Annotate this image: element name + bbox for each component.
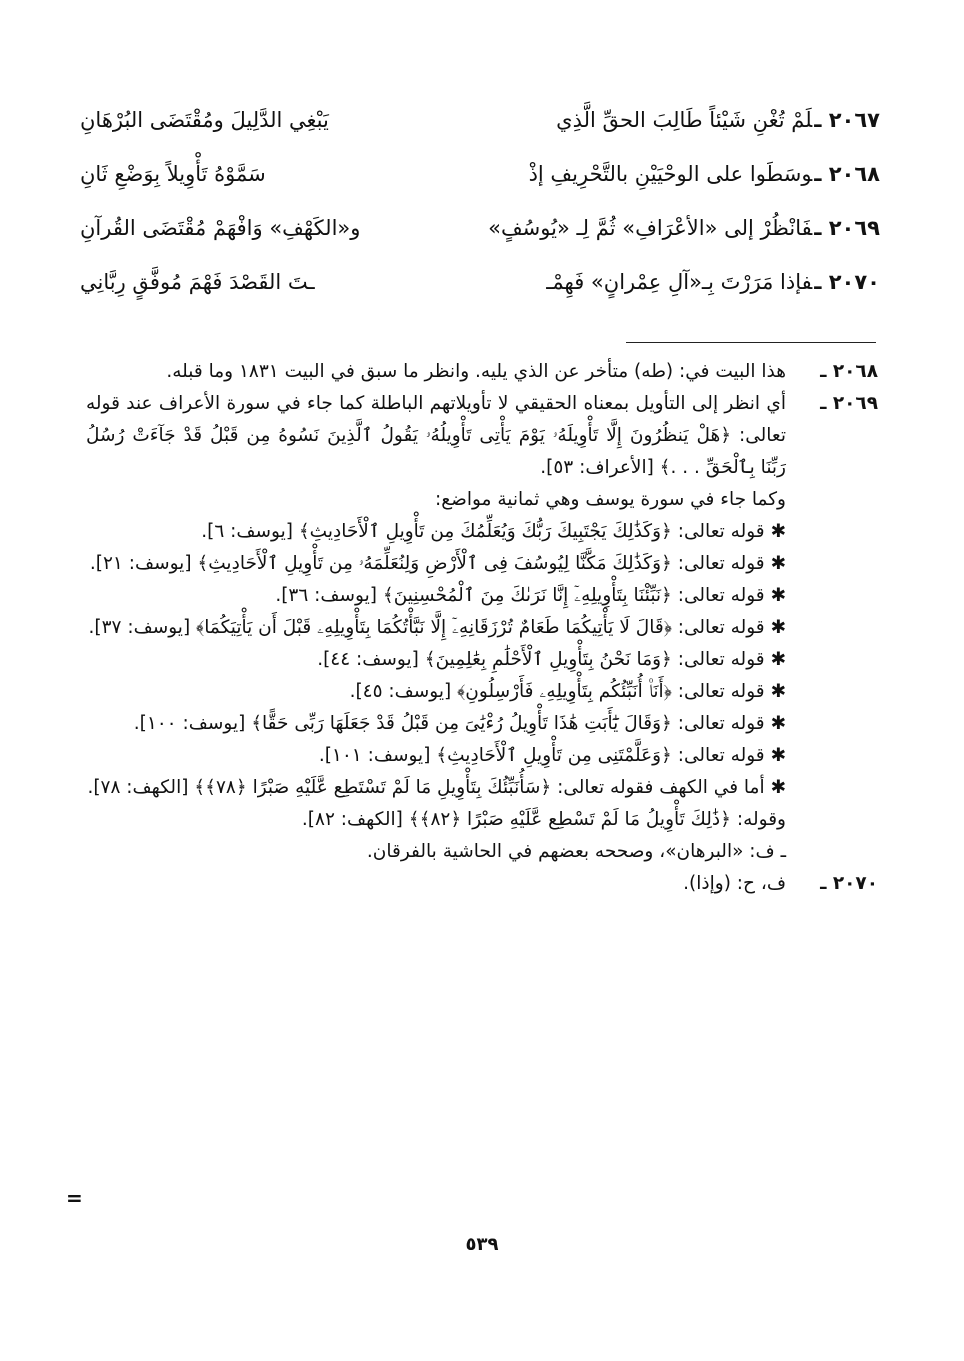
footnote-2070 bbox=[86, 868, 878, 900]
quote-item: قوله تعالى: ﴿أَنَا۠ أُنَبِّئُكُم بِتَأْوِيلِهِۦ فَأَرْسِلُونِ﴾ [يوسف: ٤٥]. bbox=[349, 681, 765, 702]
verse-2068 bbox=[80, 162, 880, 216]
verse-text: فَانْظُرْ إلى «الأعْرَافِ» ثُمَّ لِـ «يُوسُفٍ» bbox=[488, 216, 813, 240]
verse-first-hemistich bbox=[450, 108, 880, 132]
verse-2070 bbox=[80, 270, 880, 324]
verse-second-hemistich bbox=[80, 162, 450, 186]
verse-text: ـتَ القَصْدَ فَهْمَ مُوفَّقٍ رِبَّانِي bbox=[80, 270, 315, 294]
footnote-text: ف، ح: (وإذا). bbox=[683, 873, 786, 894]
footnote-number: ٢٠٦٩ ـ bbox=[820, 393, 878, 414]
list-item: ✱ قوله تعالى: ﴿قَالَ لَا يَأْتِيكُمَا طَعَامٌ تُرْزَقَانِهِۦٓ إِلَّا نَبَّأْتُكُمَا بِتَأْوِيلِهِۦ قَبْلَ أَن يَأْتِيَكُمَا﴾ [يوسف: ٣٧]. bbox=[88, 617, 786, 638]
continuation-mark: = bbox=[66, 1186, 83, 1210]
verse-text: فإذا مَرَرْتَ بِـ«آلِ عِمْرانٍ» فَهِمْـ bbox=[546, 270, 813, 294]
list-item: ✱ قوله تعالى: ﴿وَمَا نَحْنُ بِتَأْوِيلِ ٱلْأَحْلَٰمِ بِعَٰلِمِينَ﴾ [يوسف: ٤٤]. bbox=[317, 649, 786, 670]
list-item: ✱ قوله تعالى: ﴿وَقَالَ يَٰٓأَبَتِ هَٰذَا تَأْوِيلُ رُءْيَٰىَ مِن قَبْلُ قَدْ جَعَلَهَا رَبِّى حَقًّا﴾ [يوسف: ١٠٠]. bbox=[133, 713, 786, 734]
verse-number: ٢٠٧٠ ـ bbox=[814, 270, 880, 294]
verse-number: ٢٠٦٩ ـ bbox=[814, 216, 880, 240]
footnote-2068 bbox=[86, 356, 878, 388]
quote-item: قوله تعالى: ﴿وَمَا نَحْنُ بِتَأْوِيلِ ٱلْأَحْلَٰمِ بِعَٰلِمِينَ﴾ [يوسف: ٤٤]. bbox=[317, 649, 765, 670]
verse-2069 bbox=[80, 216, 880, 270]
quote-item: قوله تعالى: ﴿وَكَذَٰلِكَ يَجْتَبِيكَ رَبُّكَ وَيُعَلِّمُكَ مِن تَأْوِيلِ ٱلْأَحَادِيثِ﴾ [يوسف: ٦]. bbox=[201, 521, 765, 542]
quote-item: قوله تعالى: ﴿وَعَلَّمْتَنِى مِن تَأْوِيلِ ٱلْأَحَادِيثِ﴾ [يوسف: ١٠١]. bbox=[318, 745, 765, 766]
verse-text: سَمَّوْهُ تَأْوِيلاً بِوَضْعِ ثَانِ bbox=[80, 162, 266, 186]
verse-number: ٢٠٦٨ ـ bbox=[814, 162, 880, 186]
quote-item: قوله تعالى: ﴿وَكَذَٰلِكَ مَكَّنَّا لِيُوسُفَ فِى ٱلْأَرْضِ وَلِنُعَلِّمَهُۥ مِن تَأْوِيلِ ٱلْأَحَادِيثِ﴾ [يوسف: ٢١]. bbox=[89, 553, 765, 574]
list-item: ✱ قوله تعالى: ﴿وَعَلَّمْتَنِى مِن تَأْوِيلِ ٱلْأَحَادِيثِ﴾ [يوسف: ١٠١]. bbox=[318, 745, 786, 766]
footnote-number: ٢٠٦٨ ـ bbox=[820, 361, 878, 382]
footnote-text: أي انظر إلى التأويل بمعناه الحقيقي لا تأويلاتهم الباطلة كما جاء في سورة الأعراف عند قوله تعالى: ﴿هَلْ يَنظُرُونَ إِلَّا تَأْوِيلَهُۥ يَوْمَ يَأْتِى تَأْوِيلُهُۥ يَقُولُ ٱلَّذِينَ نَسُوهُ مِن قَبْلُ قَدْ جَآءَتْ رُسُلُ رَبِّنَا بِٱلْحَقِّ . . .﴾ [الأعراف: ٥٣]. bbox=[86, 393, 786, 478]
list-item: ✱ قوله تعالى: ﴿وَكَذَٰلِكَ مَكَّنَّا لِيُوسُفَ فِى ٱلْأَرْضِ وَلِنُعَلِّمَهُۥ مِن تَأْوِيلِ ٱلْأَحَادِيثِ﴾ [يوسف: ٢١]. bbox=[89, 553, 786, 574]
verse-second-hemistich bbox=[80, 216, 450, 240]
quote-item: قوله تعالى: ﴿قَالَ لَا يَأْتِيكُمَا طَعَامٌ تُرْزَقَانِهِۦٓ إِلَّا نَبَّأْتُكُمَا بِتَأْوِيلِهِۦ قَبْلَ أَن يَأْتِيَكُمَا﴾ [يوسف: ٣٧]. bbox=[88, 617, 765, 638]
verse-text: و«الكَهْفِ» وَافْهَمْ مُقْتَضَى القُرآنِ bbox=[80, 216, 361, 240]
verse-second-hemistich bbox=[80, 108, 450, 132]
verse-second-hemistich bbox=[80, 270, 450, 294]
poem-block bbox=[80, 108, 880, 324]
variant-note: ـ ف: «البرهان»، وصححه بعضهم في الحاشية بالفرقان. bbox=[366, 841, 786, 862]
footnotes bbox=[86, 356, 878, 900]
quote-item: قوله تعالى: ﴿نَبِّئْنَا بِتَأْوِيلِهِۦٓ إِنَّا نَرَىٰكَ مِنَ ٱلْمُحْسِنِينَ﴾ [يوسف: ٣٦]. bbox=[275, 585, 765, 606]
list-item: ✱ أما في الكهف فقوله تعالى: ﴿سَأُنَبِّئُكَ بِتَأْوِيلِ مَا لَمْ تَسْتَطِع عَّلَيْهِ صَبْرًا ﴿٧٨﴾﴾ [الكهف: ٧٨]. bbox=[87, 777, 786, 798]
verse-number: ٢٠٦٧ ـ bbox=[814, 108, 880, 132]
verse-first-hemistich bbox=[450, 162, 880, 186]
quote-item: قوله تعالى: ﴿وَقَالَ يَٰٓأَبَتِ هَٰذَا تَأْوِيلُ رُءْيَٰىَ مِن قَبْلُ قَدْ جَعَلَهَا رَبِّى حَقًّا﴾ [يوسف: ١٠٠]. bbox=[133, 713, 765, 734]
verse-text: لَمْ تُغْنِ شَيْئاً طَالِبَ الحقِّ الَّذِي bbox=[556, 108, 813, 132]
verse-text: يَبْغِي الدَّلِيلَ ومُقْتَضَى البُرْهَانِ bbox=[80, 108, 329, 132]
footnote-number: ٢٠٧٠ ـ bbox=[820, 873, 878, 894]
footnote-text: وكما جاء في سورة يوسف وهي ثمانية مواضع: bbox=[435, 489, 786, 510]
footnote-text: وقوله: ﴿ذَٰلِكَ تَأْوِيلُ مَا لَمْ تَسْطِع عَّلَيْهِ صَبْرًا ﴿٨٢﴾﴾ [الكهف: ٨٢]. bbox=[301, 809, 786, 830]
page-number: ٥٣٩ bbox=[465, 1234, 499, 1255]
list-item: ✱ قوله تعالى: ﴿وَكَذَٰلِكَ يَجْتَبِيكَ رَبُّكَ وَيُعَلِّمُكَ مِن تَأْوِيلِ ٱلْأَحَادِيثِ﴾ [يوسف: ٦]. bbox=[201, 521, 786, 542]
list-item: ✱ قوله تعالى: ﴿نَبِّئْنَا بِتَأْوِيلِهِۦٓ إِنَّا نَرَىٰكَ مِنَ ٱلْمُحْسِنِينَ﴾ [يوسف: ٣٦]. bbox=[275, 585, 786, 606]
verse-2067 bbox=[80, 108, 880, 162]
verse-text: وسَطَوا على الوحْيَيْنِ بالتَّحْرِيفِ إذْ bbox=[528, 162, 813, 186]
footnote-2069 bbox=[86, 388, 878, 868]
footnote-text: هذا البيت في: (طه) متأخر عن الذي يليه. وانظر ما سبق في البيت ١٨٣١ وما قبله. bbox=[166, 361, 786, 382]
verse-first-hemistich bbox=[450, 270, 880, 294]
footnote-separator bbox=[626, 342, 876, 343]
quote-item: أما في الكهف فقوله تعالى: ﴿سَأُنَبِّئُكَ بِتَأْوِيلِ مَا لَمْ تَسْتَطِع عَّلَيْهِ صَبْرًا ﴿٧٨﴾﴾ [الكهف: ٧٨]. bbox=[87, 777, 765, 798]
verse-first-hemistich bbox=[450, 216, 880, 240]
list-item: ✱ قوله تعالى: ﴿أَنَا۠ أُنَبِّئُكُم بِتَأْوِيلِهِۦ فَأَرْسِلُونِ﴾ [يوسف: ٤٥]. bbox=[349, 681, 786, 702]
